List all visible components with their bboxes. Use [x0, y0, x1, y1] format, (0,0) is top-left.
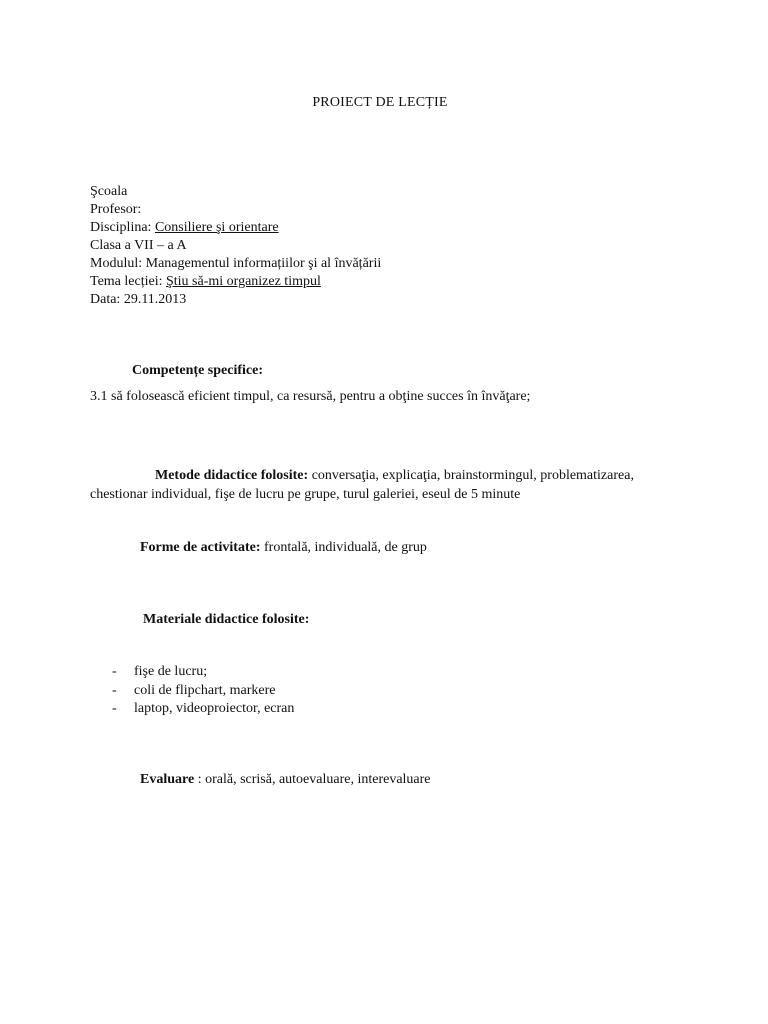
methods-value-1: conversaţia, explicaţia, brainstormingul, problematizarea, [308, 468, 634, 483]
school-line: Şcoala [90, 184, 128, 199]
competence-item: 3.1 să folosească eficient timpul, ca resursă, pentru a obţine succes în învăţare; [90, 389, 531, 404]
forms-value: frontală, individuală, de grup [260, 540, 427, 555]
teacher-line: Profesor: [90, 202, 142, 217]
discipline-value: Consiliere şi orientare [154, 220, 279, 235]
list-bullet: - [112, 683, 117, 698]
evaluation-heading: Evaluare [140, 772, 195, 787]
forms-heading: Forme de activitate: [140, 540, 261, 555]
methods-heading: Metode didactice folosite: [155, 468, 309, 483]
date-line: Data: 29.11.2013 [90, 292, 187, 307]
list-bullet: - [112, 664, 117, 679]
list-item-text: coli de flipchart, markere [134, 683, 276, 698]
list-item [112, 700, 294, 718]
methods-line-2: chestionar individual, fişe de lucru pe grupe, turul galeriei, eseul de 5 minute [90, 487, 521, 502]
list-item-text: laptop, videoproiector, ecran [134, 701, 295, 716]
class-line: Clasa a VII – a A [90, 238, 187, 253]
evaluation-line [140, 771, 431, 789]
page-title: PROIECT DE LECȚIE [312, 95, 448, 110]
forms-line [140, 539, 427, 557]
discipline-label: Disciplina: [90, 220, 155, 235]
module-line: Modulul: Managementul informațiilor şi al învățării [90, 256, 382, 271]
list-item-text: fişe de lucru; [134, 664, 208, 679]
topic-line [90, 273, 321, 291]
list-item [112, 663, 207, 681]
topic-value: Ştiu să-mi organizez timpul [165, 274, 321, 289]
list-bullet: - [112, 701, 117, 716]
discipline-line [90, 219, 279, 237]
topic-label: Tema lecției: [90, 274, 166, 289]
list-item [112, 682, 275, 700]
evaluation-value: : orală, scrisă, autoevaluare, interevaluare [194, 772, 431, 787]
materials-heading: Materiale didactice folosite: [143, 612, 310, 627]
competences-heading: Competențe specifice: [132, 363, 264, 378]
methods-line-1 [155, 467, 634, 485]
